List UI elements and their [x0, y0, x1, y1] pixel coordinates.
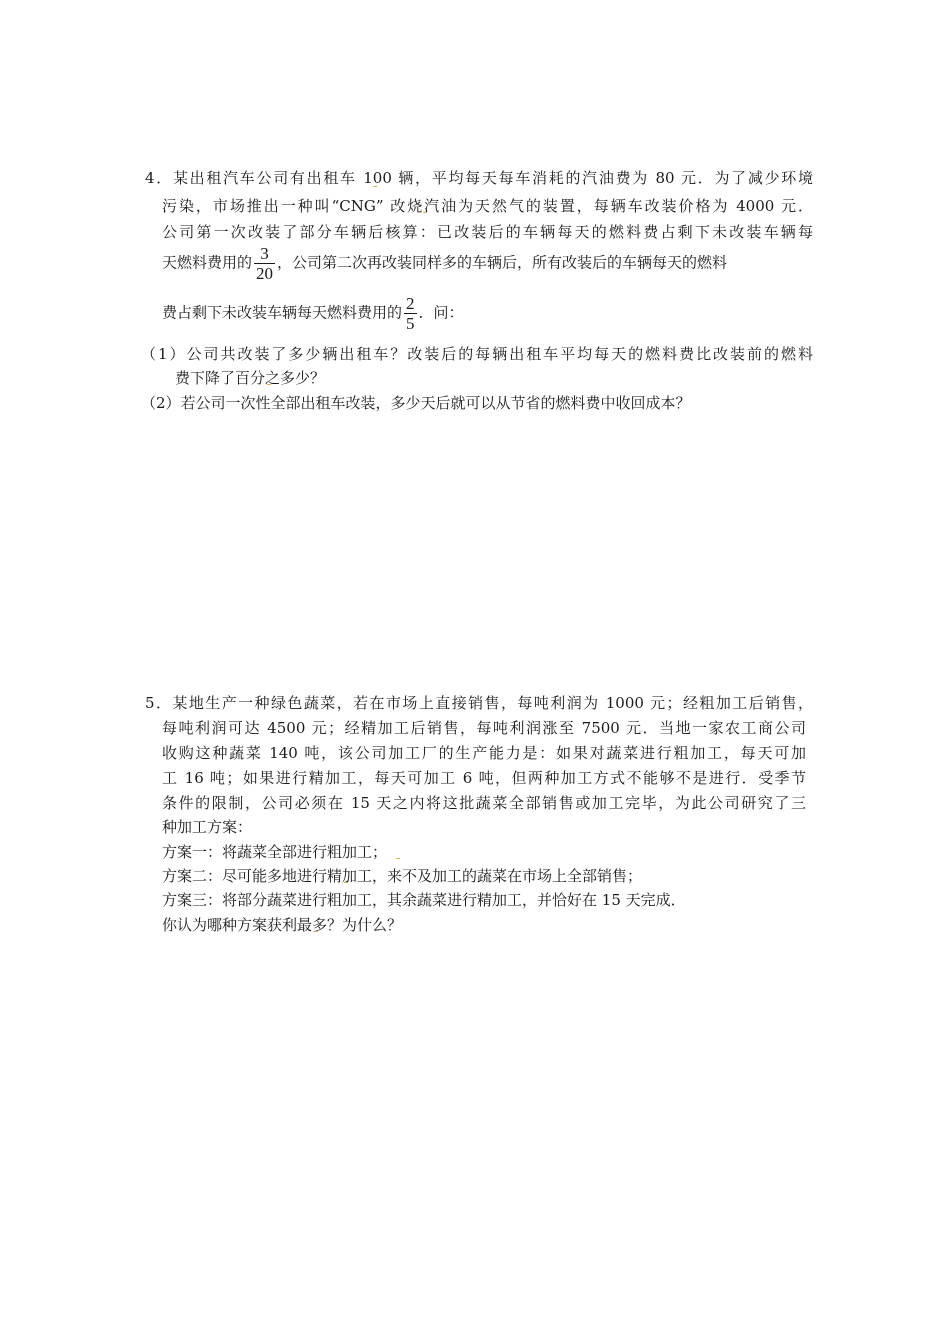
- scan-mark: [344, 879, 348, 883]
- scan-mark: [373, 183, 377, 187]
- problem-5-line-6: 种加工方案：: [162, 818, 253, 836]
- problem-4-line-3: 公司第一次改装了部分车辆后核算：已改装后的车辆每天的燃料费占剩下未改装车辆每: [162, 223, 813, 241]
- problem-4-line-4: [162, 244, 727, 283]
- fraction-3-20: [254, 244, 275, 283]
- plan-2: 方案二：尽可能多地进行精加工，来不及加工的蔬菜在市场上全部销售；: [162, 867, 643, 885]
- fraction-numerator: 2: [406, 294, 415, 313]
- scan-mark: [267, 381, 271, 385]
- problem-4-line-5: [162, 294, 464, 333]
- plan-1: 方案一：将蔬菜全部进行粗加工；: [162, 843, 388, 861]
- question-2: （2）若公司一次性全部出租车改装，多少天后就可以从节省的燃料费中收回成本？: [141, 394, 691, 412]
- question-1-line-2: 费下降了百分之多少？: [175, 369, 326, 387]
- problem-5-line-5: 条件的限制，公司必须在 15 天之内将这批蔬菜全部销售或加工完毕，为此公司研究了三: [162, 794, 806, 812]
- scan-mark: [314, 928, 318, 932]
- fraction-2-5: [404, 294, 417, 333]
- fraction-numerator: 3: [254, 244, 275, 264]
- line-4-text-after: ，公司第二次再改装同样多的车辆后，所有改装后的车辆每天的燃料: [277, 253, 728, 272]
- problem-5-line-4: 工 16 吨；如果进行精加工，每天可加工 6 吨，但两种加工方式不能够不是进行．受季节: [162, 769, 806, 787]
- fraction-denominator: 20: [256, 264, 274, 283]
- scan-mark: [423, 209, 427, 213]
- problem-5-line-2: 每吨利润可达 4500 元；经精加工后销售，每吨利润涨至 7500 元．当地一家农工商公司: [162, 719, 806, 737]
- fraction-denominator: 5: [406, 314, 415, 333]
- final-question: 你认为哪种方案获利最多？为什么？: [162, 916, 403, 934]
- question-1-line-1: （1）公司共改装了多少辆出租车？改装后的每辆出租车平均每天的燃料费比改装前的燃料: [141, 345, 813, 363]
- problem-5-line-3: 收购这种蔬菜 140 吨，该公司加工厂的生产能力是：如果对蔬菜进行粗加工，每天可加: [162, 744, 806, 762]
- problem-5-line-1: 5．某地生产一种绿色蔬菜，若在市场上直接销售，每吨利润为 1000 元；经粗加工后销售，: [145, 694, 813, 712]
- line-4-text-before: 天燃料费用的: [162, 253, 253, 272]
- line-5-text-after: ．问：: [418, 303, 464, 322]
- scan-mark: [396, 855, 400, 859]
- plan-3: 方案三：将部分蔬菜进行粗加工，其余蔬菜进行精加工，并恰好在 15 天完成．: [162, 891, 686, 909]
- line-5-text-before: 费占剩下未改装车辆每天燃料费用的: [162, 303, 403, 322]
- problem-4-line-2: 污染，市场推出一种叫“CNG” 改烧汽油为天然气的装置，每辆车改装价格为 4000 元．: [162, 197, 813, 215]
- problem-4-line-1: 4．某出租汽车公司有出租车 100 辆，平均每天每车消耗的汽油费为 80 元．为了减少环境: [145, 169, 813, 187]
